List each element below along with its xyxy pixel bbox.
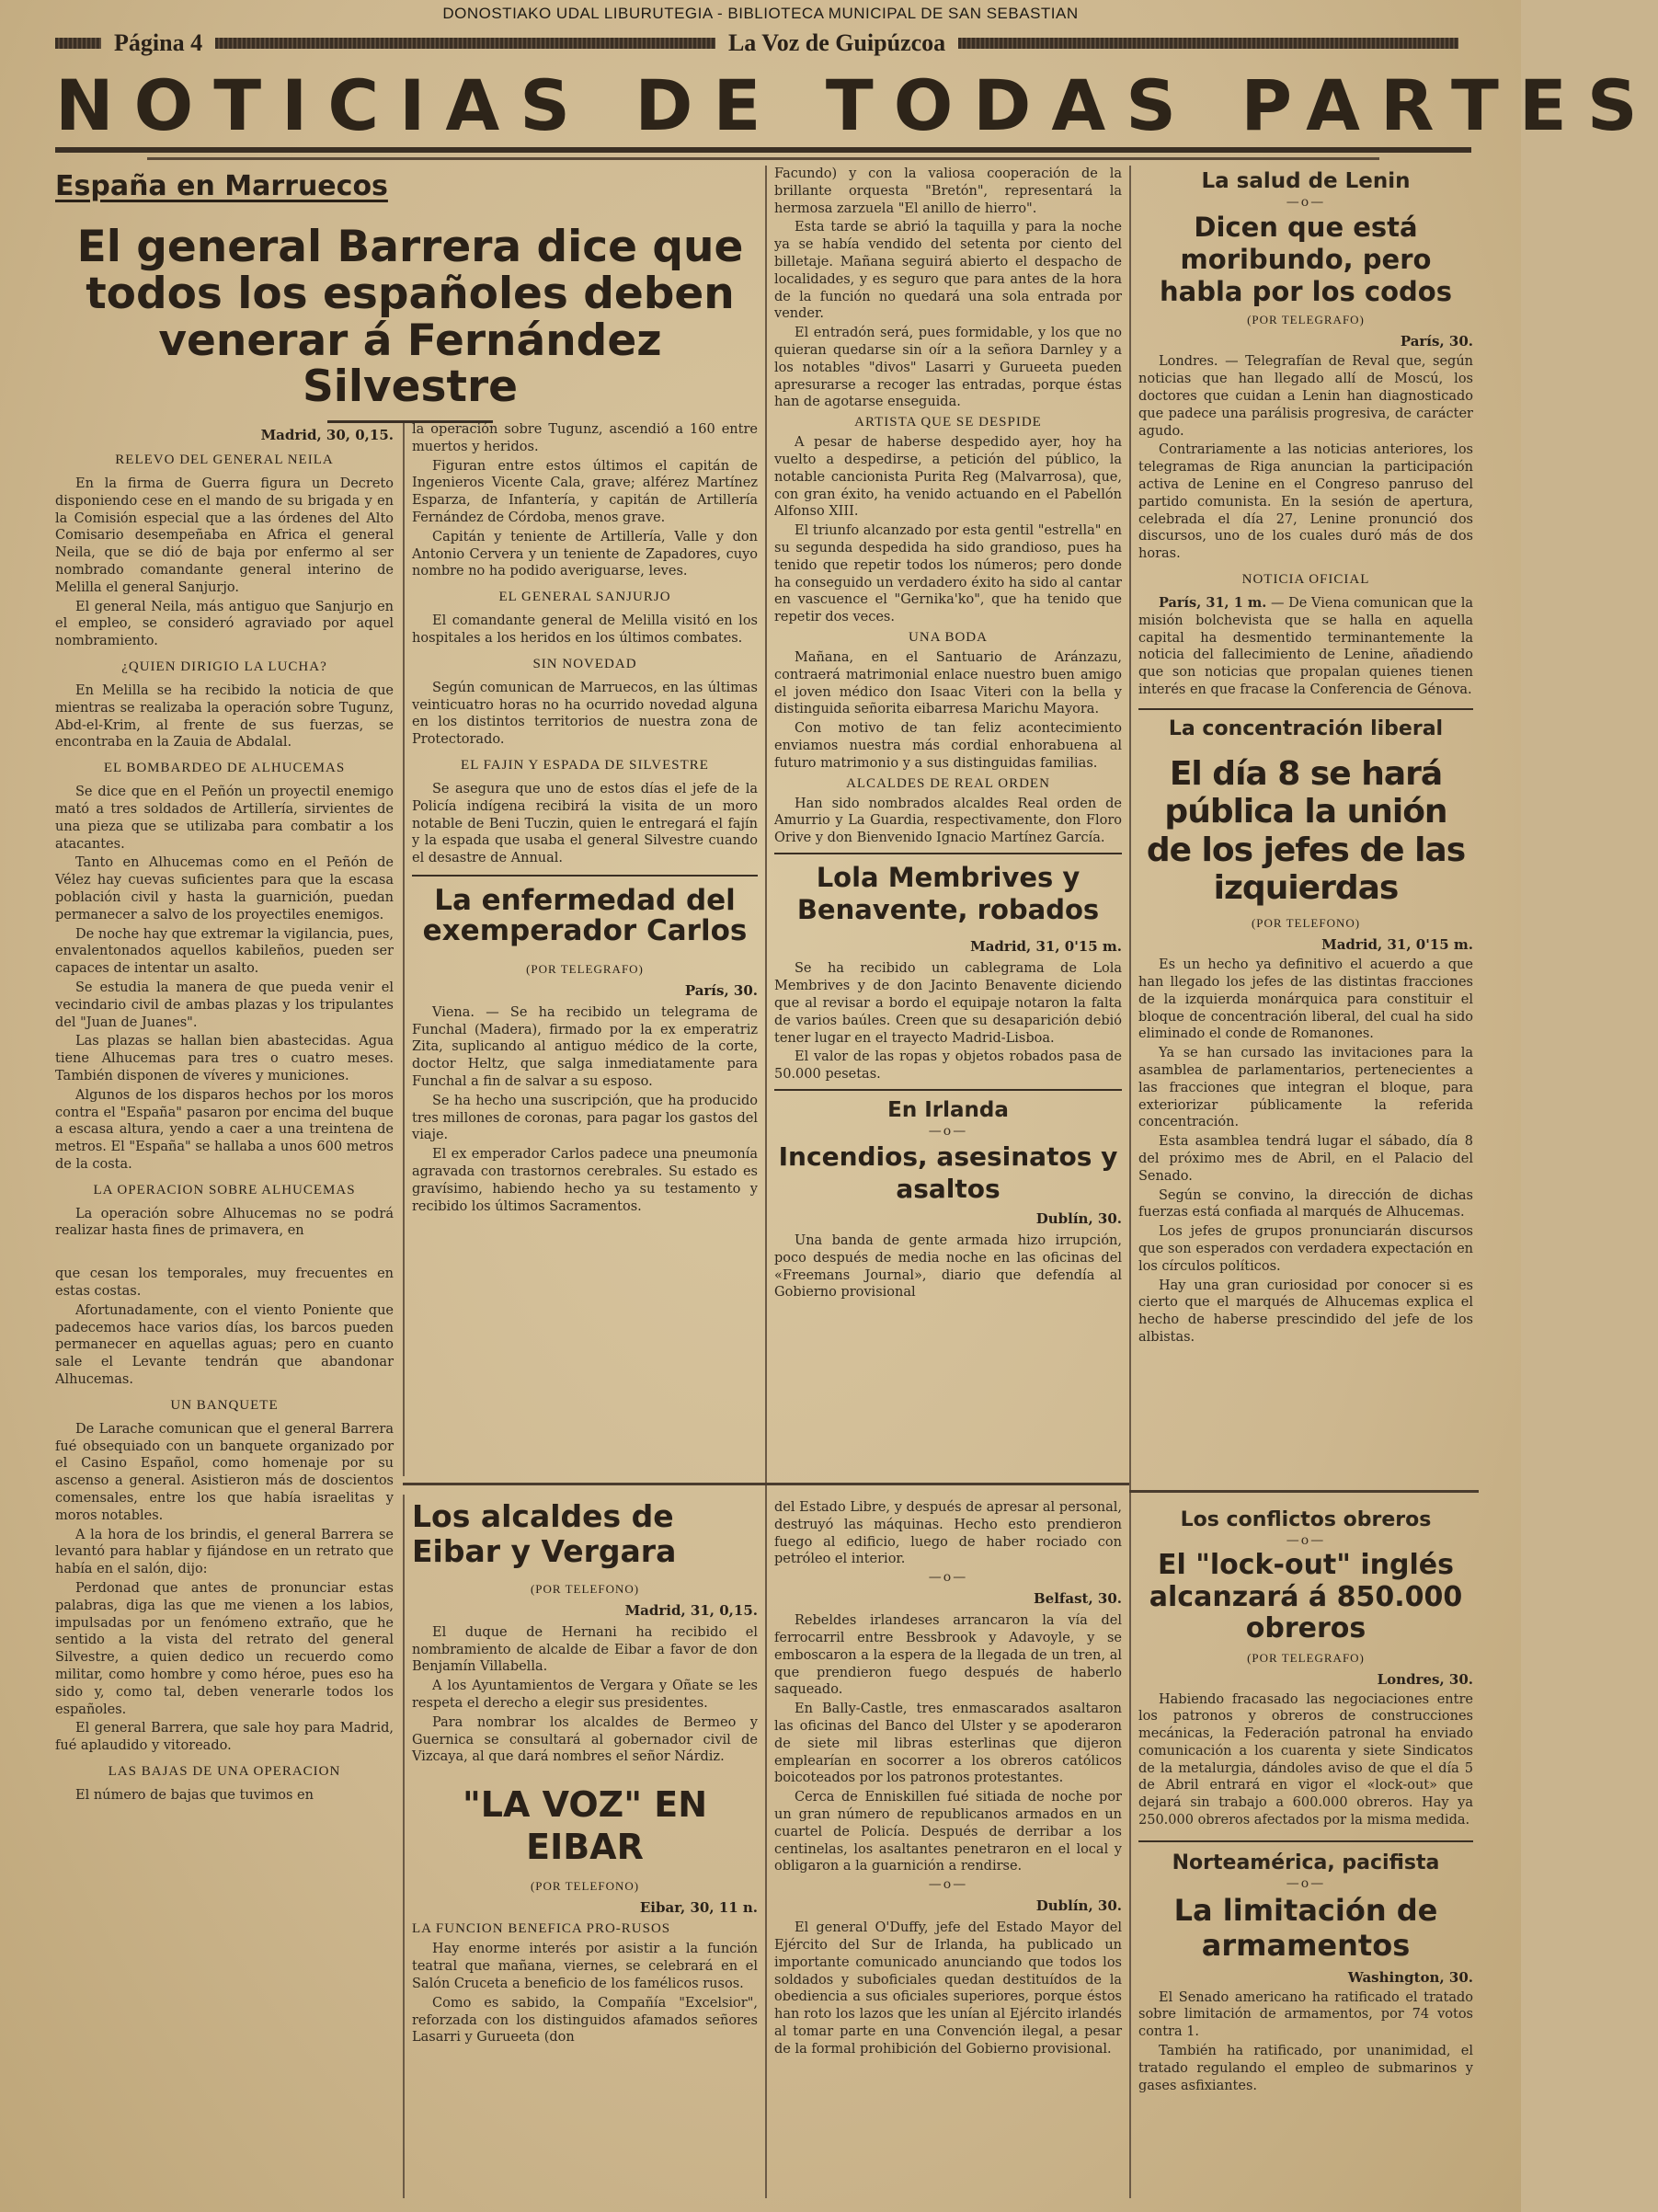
dateline: Washington, 30. [1347,1968,1473,1986]
subheading: UN BANQUETE [170,1397,279,1413]
column-rule [403,1495,405,2198]
article-paragraph: Como es sabido, la Compañía "Excelsior", reforzada con los distinguidos afamados señores Lasarri y Gurueeta (don [412,1995,758,2046]
column-rule [765,166,767,2198]
subheading: NOTICIA OFICIAL [1241,571,1370,587]
article-paragraph: Facundo) y con la valiosa cooperación de la brillante orquesta "Bretón", representará la hermosa zarzuela "El anillo de hierro". [774,166,1122,216]
article-paragraph: Perdonad que antes de pronunciar estas palabras, diga las que me vienen a los labios, impulsadas por un fenómeno extraño, que he sentido a la vista del retrato del general Silvestre, a quien dedico un recuerdo como militar, como hombre y como héroe, pues eso ha sido y, como tal, deben venerarle todos los españoles. [55,1581,394,1717]
byline: (POR TELEFONO) [1251,916,1361,931]
subheading: LAS BAJAS DE UNA OPERACION [108,1764,341,1779]
ornament: —o— [928,1570,968,1586]
article-paragraph: Contrariamente a las noticias anteriores, los telegramas de Riga anuncian la participación activa de Lenine en el Congreso panruso del partido comunista. En la sesión de apertura, celebrada el día 27, Lenine pronunció dos discursos, uno de los cuales duró más de dos horas. [1138,442,1473,562]
masthead-rule [147,157,1379,160]
article-paragraph: A la hora de los brindis, el general Barrera se levantó para hablar y fijándose en un retrato que había en el salón, dijo: [55,1527,394,1577]
header-rule [55,38,101,49]
column-4-top [1138,166,1473,1485]
byline: (POR TELEFONO) [530,1581,640,1596]
article-paragraph: La operación sobre Alhucemas no se podrá realizar hasta fines de primavera, en [55,1206,394,1239]
article-paragraph: Cerca de Enniskillen fué sitiada de noche por un gran número de republicanos armados en un cuartel de Policía. Después de derribar a los centinelas, los asaltantes penetraron en el local y obligaron a la guarnición a rendirse. [774,1790,1122,1874]
ornament: —o— [1286,1875,1326,1891]
subheading: EL BOMBARDEO DE ALHUCEMAS [103,761,346,776]
subheading: EL FAJIN Y ESPADA DE SILVESTRE [461,757,709,773]
ornament: —o— [928,1877,968,1893]
paper-name: La Voz de Guipúzcoa [727,29,946,56]
article-paragraph: El ex emperador Carlos padece una pneumonía agravada con trastornos cerebrales. Su estado es gravísimo, habiendo hecho ya su testamento y recibido los últimos Sacramentos. [412,1147,758,1214]
article-paragraph: El número de bajas que tuvimos en [75,1788,314,1803]
ornament: —o— [1286,1533,1326,1548]
section-rule [403,1483,1129,1485]
article-paragraph: El entradón será, pues formidable, y los que no quieran quedarse sin oír a la señora Darnley y a los notables "divos" Lasarri y Gurueeta pueden apresurarse a recoger las entradas, porque éstas han de agotarse enseguida. [774,326,1122,410]
armamentos-kicker: Norteamérica, pacifista [1172,1851,1440,1874]
marruecos-column-2 [412,421,758,1479]
article-rule [412,875,758,877]
dateline: Eibar, 30, 11 n. [639,1899,758,1917]
article-paragraph: Hay enorme interés por asistir a la función teatral que mañana, viernes, se celebrará en el Salón Cruceta a beneficio de los famélicos rusos. [412,1942,758,1992]
lockout-headline: El "lock-out" inglés alcanzará á 850.000 obreros [1149,1549,1463,1645]
article-paragraph: Para nombrar los alcaldes de Bermeo y Guernica se consultará al gobernador civil de Vizcaya, al que dará nombres el señor Nárdiz. [412,1714,758,1765]
byline: (POR TELEFONO) [530,1879,640,1894]
article-paragraph: Se ha hecho una suscripción, que ha producido tres millones de coronas, para pagar los gastos del viaje. [412,1093,758,1143]
dateline: París, 31, 1 m. [1159,594,1267,611]
article-paragraph: Algunos de los disparos hechos por los moros contra el "España" pasaron por encima del buque a escasa altura, yendo a caer a una treintena de metros. El "España" se hallaba a unos 600 metros de la costa. [55,1087,394,1172]
dateline: París, 30. [1400,333,1473,350]
ornament: —o— [1286,195,1326,210]
article-paragraph: Se estudia la manera de que pueda venir el vecindario civil de ambas plazas y los tripulantes del "Juan de Juanes". [55,980,394,1030]
marruecos-headline: El general Barrera dice que todos los españoles deben venerar á Fernández Silvestre [76,222,744,413]
subheading: UNA BODA [909,629,988,645]
subheading: ARTISTA QUE SE DESPIDE [854,415,1042,430]
article-paragraph: Se ha recibido un cablegrama de Lola Membrives y de don Jacinto Benavente diciendo que al revisar a bordo el equipaje notaron la falta de varios baúles. Creen que su desaparición debió tener lugar en el trayecto Madrid-Lisboa. [774,961,1122,1046]
article-paragraph: En Bally-Castle, tres enmascarados asaltaron las oficinas del Banco del Ulster y se apoderaron de siete mil libras esterlinas que dijeron emplearían en socorrer a los obreros católicos boicoteados por los patronos protestantes. [774,1702,1122,1786]
article-paragraph: Rebeldes irlandeses arrancaron la vía del ferrocarril entre Bessbrook y Adavoyle, y se emboscaron a la espera de la llegada de un tren, al que prendieron fuego después de haberlo saqueado. [774,1613,1122,1698]
irlanda-headline: Incendios, asesinatos y asaltos [778,1141,1118,1205]
article-paragraph: El general O'Duffy, jefe del Estado Mayor del Ejército del Sur de Irlanda, ha publicado un importante comunicado anunciando que todos los soldados y suboficiales quedan destituídos de la obediencia a sus oficiales superiores, porque éstos han roto los lazos que les unían al Ejército irlandés al tomar parte en una Convención ilegal, a pesar de la formal prohibición del Gobierno provisional. [774,1920,1122,2057]
article-paragraph: El Senado americano ha ratificado el tratado sobre limitación de armamentos, por 74 votos contra 1. [1138,1989,1473,2040]
article-paragraph: Una banda de gente armada hizo irrupción, poco después de media noche en las oficinas del «Freemans Journal», diario que defendía al Gobierno provisional [774,1233,1122,1301]
dateline: Madrid, 30, 0,15. [260,427,394,443]
archive-banner: DONOSTIAKO UDAL LIBURUTEGIA - BIBLIOTECA MUNICIPAL DE SAN SEBASTIAN [442,5,1079,22]
liberal-headline: El día 8 se hará pública la unión de los jefes de las izquierdas [1146,754,1466,907]
ornament: —o— [928,1124,968,1140]
article-paragraph: Según se convino, la dirección de dichas fuerzas está confiada al marqués de Alhucemas. [1138,1187,1473,1221]
article-paragraph: De Larache comunican que el general Barrera fué obsequiado con un banquete organizado por el Casino Español, como homenaje por su ascenso a general. Asistieron más de doscientos comensales, entre los que había israelitas y moros notables. [55,1421,394,1523]
article-paragraph: De noche hay que extremar la vigilancia, pues, envalentonados aquellos kabileños, pueden ser capaces de intentar un asalto. [55,926,394,977]
dateline: Belfast, 30. [1033,1590,1122,1608]
page-number: Página 4 [114,29,203,56]
dateline: Dublín, 30. [1035,1897,1122,1915]
header-rule [215,38,715,49]
article-paragraph: Capitán y teniente de Artillería, Valle y don Antonio Cervera y un teniente de Zapadores, cuyo nombre no ha podido averiguarse, leves. [412,529,758,579]
column-3-top [774,166,1122,1481]
subheading: LA OPERACION SOBRE ALHUCEMAS [93,1182,356,1198]
column-4-bottom [1138,1508,1473,2203]
article-paragraph: Londres. — Telegrafían de Reval que, según noticias que han llegado allí de Moscú, los doctores que cuidan a Lenin han diagnosticado que padece una parálisis progresiva, de carácter agudo. [1138,354,1473,439]
article-rule [774,1089,1122,1091]
subheading: SIN NOVEDAD [532,656,637,671]
article-paragraph: Hay una gran curiosidad por conocer si es cierto que el marqués de Alhucemas explica el hecho de haberse prescindido del jefe de los albistas. [1138,1278,1473,1346]
alcaldes-headline: Los alcaldes de Eibar y Vergara [412,1498,677,1569]
armamentos-headline: La limitación de armamentos [1173,1892,1438,1964]
article-paragraph: Mañana, en el Santuario de Aránzazu, contraerá matrimonial enlace nuestro buen amigo el joven médico don Isaac Viteri con la bella y distinguida señorita eibarresa Marichu Mayora. [774,649,1122,717]
dateline: Madrid, 31, 0'15 m. [970,938,1122,956]
article-paragraph: El general Barrera, que sale hoy para Madrid, fué aplaudido y vitoreado. [55,1721,394,1754]
lola-headline: Lola Membrives y Benavente, robados [796,861,1100,925]
article-paragraph: Se dice que en el Peñón un proyectil enemigo mató a tres soldados de Artillería, sirvientes de una pieza que se utilizaba para combatir a los atacantes. [55,785,394,852]
dateline: Londres, 30. [1377,1670,1473,1688]
article-paragraph: Habiendo fracasado las negociaciones entre los patronos y obreros de construcciones mecánicas, la Federación patronal ha enviado comunicación a los cuarenta y siete Sindicatos de la metalurgia, dándoles aviso de que el día 5 de Abril entrará en vigor el «lock-out» que dejará sin trabajo a 600.000 obreros. Hay ya 250.000 obreros afectados por la misma medida. [1138,1691,1473,1828]
running-head [55,29,1471,57]
article-paragraph: Viena. — Se ha recibido un telegrama de Funchal (Madera), firmado por la ex emperatriz Zita, suplicando al antiguo médico de la corte, doctor Heltz, que salga inmediatamente para Funchal a fin de salvar a su esposo. [412,1004,758,1090]
article-rule [774,853,1122,854]
article-paragraph: A pesar de haberse despedido ayer, hoy ha vuelto a despedirse, a petición del público, la notable cancionista Purita Reg (Malvarrosa), que, con gran éxito, ha venido actuando en el Pabellón Alfonso XIII. [774,435,1122,520]
header-rule [958,38,1458,49]
article-paragraph: Tanto en Alhucemas como en el Peñón de Vélez hay cuevas suficientes para que la escasa población civil y hasta la guarnición, puedan permanecer a salvo de los proyectiles enemigos. [55,855,394,923]
article-paragraph: Los jefes de grupos pronunciarán discursos que son esperados con verdadera expectación en los círculos políticos. [1138,1224,1473,1274]
article-paragraph: Han sido nombrados alcaldes Real orden de Amurrio y La Guardia, respectivamente, don Floro Orive y don Bienvenido Ignacio Martínez García. [774,796,1122,846]
article-paragraph: Ya se han cursado las invitaciones para la asamblea de parlamentarios, pertenecientes a las fracciones que integran el bloque, para exteriorizar públicamente la referida concentración. [1138,1046,1473,1130]
article-paragraph: El general Neila, más antiguo que Sanjurjo en el empleo, se consideró agraviado por aquel nombramiento. [55,599,394,649]
alcaldes-column [412,1499,758,2203]
byline: (POR TELEGRAFO) [526,961,644,976]
section-rule [1129,1490,1479,1493]
column-rule [403,423,405,1476]
article-paragraph: Afortunadamente, con el viento Poniente que padecemos hace varios días, los barcos pueden permanecer en aquellas aguas; pero en cuanto sale el Levante tendrán que abandonar Alhucemas. [55,1302,394,1388]
article-paragraph: Esta asamblea tendrá lugar el sábado, día 8 del próximo mes de Abril, en el Palacio del Senado. [1138,1134,1473,1184]
article-paragraph: la operación sobre Tugunz, ascendió a 160 entre muertos y heridos. [412,422,758,454]
dateline: Dublín, 30. [1035,1210,1122,1228]
dateline: Madrid, 31, 0'15 m. [1321,936,1473,954]
lockout-kicker: Los conflictos obreros [1180,1508,1432,1531]
lenin-headline: Dicen que está moribundo, pero habla por los codos [1160,212,1452,307]
subheading: EL GENERAL SANJURJO [498,590,671,605]
marruecos-header [55,170,765,418]
irlanda-kicker: En Irlanda [887,1098,1009,1123]
article-paragraph: Figuran entre estos últimos el capitán de Ingenieros Vicente Cala, grave; alférez Martínez Esparza, de Infantería, y capitán de Artillería Fernández de Córdoba, menos grave. [412,458,758,525]
article-paragraph: Las plazas se hallan bien abastecidas. Agua tiene Alhucemas para tres o cuatro meses. También disponen de víveres y municiones. [55,1034,394,1083]
article-paragraph: El triunfo alcanzado por esta gentil "estrella" en su segunda despedida ha sido grandioso, pues ha tenido que repetir todos los números; pero donde ha conseguido un verdadero éxito ha sido al cantar en vascuence el "Gernika'ko", que ha tenido que repetir dos veces. [774,523,1122,625]
article-rule [1138,708,1473,710]
lenin-kicker: La salud de Lenin [1201,169,1411,193]
article-paragraph: Es un hecho ya definitivo el acuerdo a que han llegado los jefes de las distintas fracciones de la izquierda monárquica para constituir el bloque de concentración liberal, del cual ha sido eliminado el conde de Romanones. [1138,957,1473,1042]
carlos-headline: La enfermedad del exemperador Carlos [422,883,748,948]
article-paragraph: También ha ratificado, por unanimidad, el tratado regulando el empleo de submarinos y gases asfixiantes. [1138,2044,1473,2093]
article-rule [1138,1840,1473,1842]
article-paragraph: Esta tarde se abrió la taquilla y para la noche ya se había vendido del setenta por ciento del billetaje. Mañana seguirá abierto el despacho de localidades, y es seguro que para antes de la hora de la función no quedará una sola entrada por vender. [774,220,1122,322]
article-paragraph: En la firma de Guerra figura un Decreto disponiendo cese en el mando de su brigada y en la Comisión especial que a las órdenes del Alto Comisario desempeñaba en Africa el general Neila, que se dió de baja por enfermo al ser nombrado comandante general interino de Melilla el general Sanjurjo. [55,476,394,595]
article-paragraph: A los Ayuntamientos de Vergara y Oñate se les respeta el derecho a elegir sus presidentes. [412,1679,758,1712]
byline: (POR TELEGRAFO) [1247,313,1365,327]
lavoz-headline: "LA VOZ" EN EIBAR [462,1784,708,1867]
byline: (POR TELEGRAFO) [1247,1650,1365,1665]
masthead-title: NOTICIAS DE TODAS PARTES [55,64,1658,146]
marruecos-column-1 [55,421,394,2201]
article-paragraph: El valor de las ropas y objetos robados pasa de 50.000 pesetas. [774,1049,1122,1083]
article-paragraph: Según comunican de Marruecos, en las últimas veinticuatro horas no ha ocurrido novedad alguna en los distintos territorios de nuestra zona de Protectorado. [412,680,758,748]
dateline: París, 30. [684,981,758,999]
article-paragraph: El duque de Hernani ha recibido el nombramiento de alcalde de Eibar a favor de don Benjamín Villabella. [412,1624,758,1675]
subheading: ALCALDES DE REAL ORDEN [846,775,1050,791]
column-rule [1129,166,1131,2198]
article-paragraph: El comandante general de Melilla visitó en los hospitales a los heridos en los últimos combates. [412,613,758,646]
article-paragraph: — De Viena comunican que la misión bolchevista que se halla en aquella capital ha desmentido terminantemente la noticia del fallecimiento de Lenine, añadiendo que son noticias que propalan quienes tienen interés en que fracase la Conferencia de Génova. [1138,595,1473,697]
article-paragraph: Con motivo de tan feliz acontecimiento enviamos nuestra más cordial enhorabuena al futuro matrimonio y a sus distinguidas familias. [774,721,1122,771]
dateline: Madrid, 31, 0,15. [624,1601,758,1619]
subheading: ¿QUIEN DIRIGIO LA LUCHA? [121,659,327,674]
article-paragraph: Se asegura que uno de estos días el jefe de la Policía indígena recibirá la visita de un moro notable de Beni Tuczin, quien le entregará el fajín y la espada que usaba el general Silvestre cuando el desastre de Annual. [412,781,758,866]
article-paragraph: En Melilla se ha recibido la noticia de que mientras se realizaba la operación sobre Tugunz, Abd-el-Krim, al frente de sus fuerzas, se encontraba en la Zauia de Abdalal. [55,682,394,751]
subheading: LA FUNCION BENEFICA PRO-RUSOS [412,1921,671,1937]
liberal-kicker: La concentración liberal [1168,716,1444,740]
article-paragraph: del Estado Libre, y después de apresar al personal, destruyó las máquinas. Hecho esto prendieron fuego al edificio, luego de haber rociado con petróleo el interior. [774,1500,1122,1567]
subheading: RELEVO DEL GENERAL NEILA [115,453,334,467]
article-paragraph: que cesan los temporales, muy frecuentes en estas costas. [55,1266,394,1300]
irlanda-column [774,1499,1122,2203]
masthead-rule [55,147,1471,153]
section-heading: España en Marruecos [55,170,388,202]
